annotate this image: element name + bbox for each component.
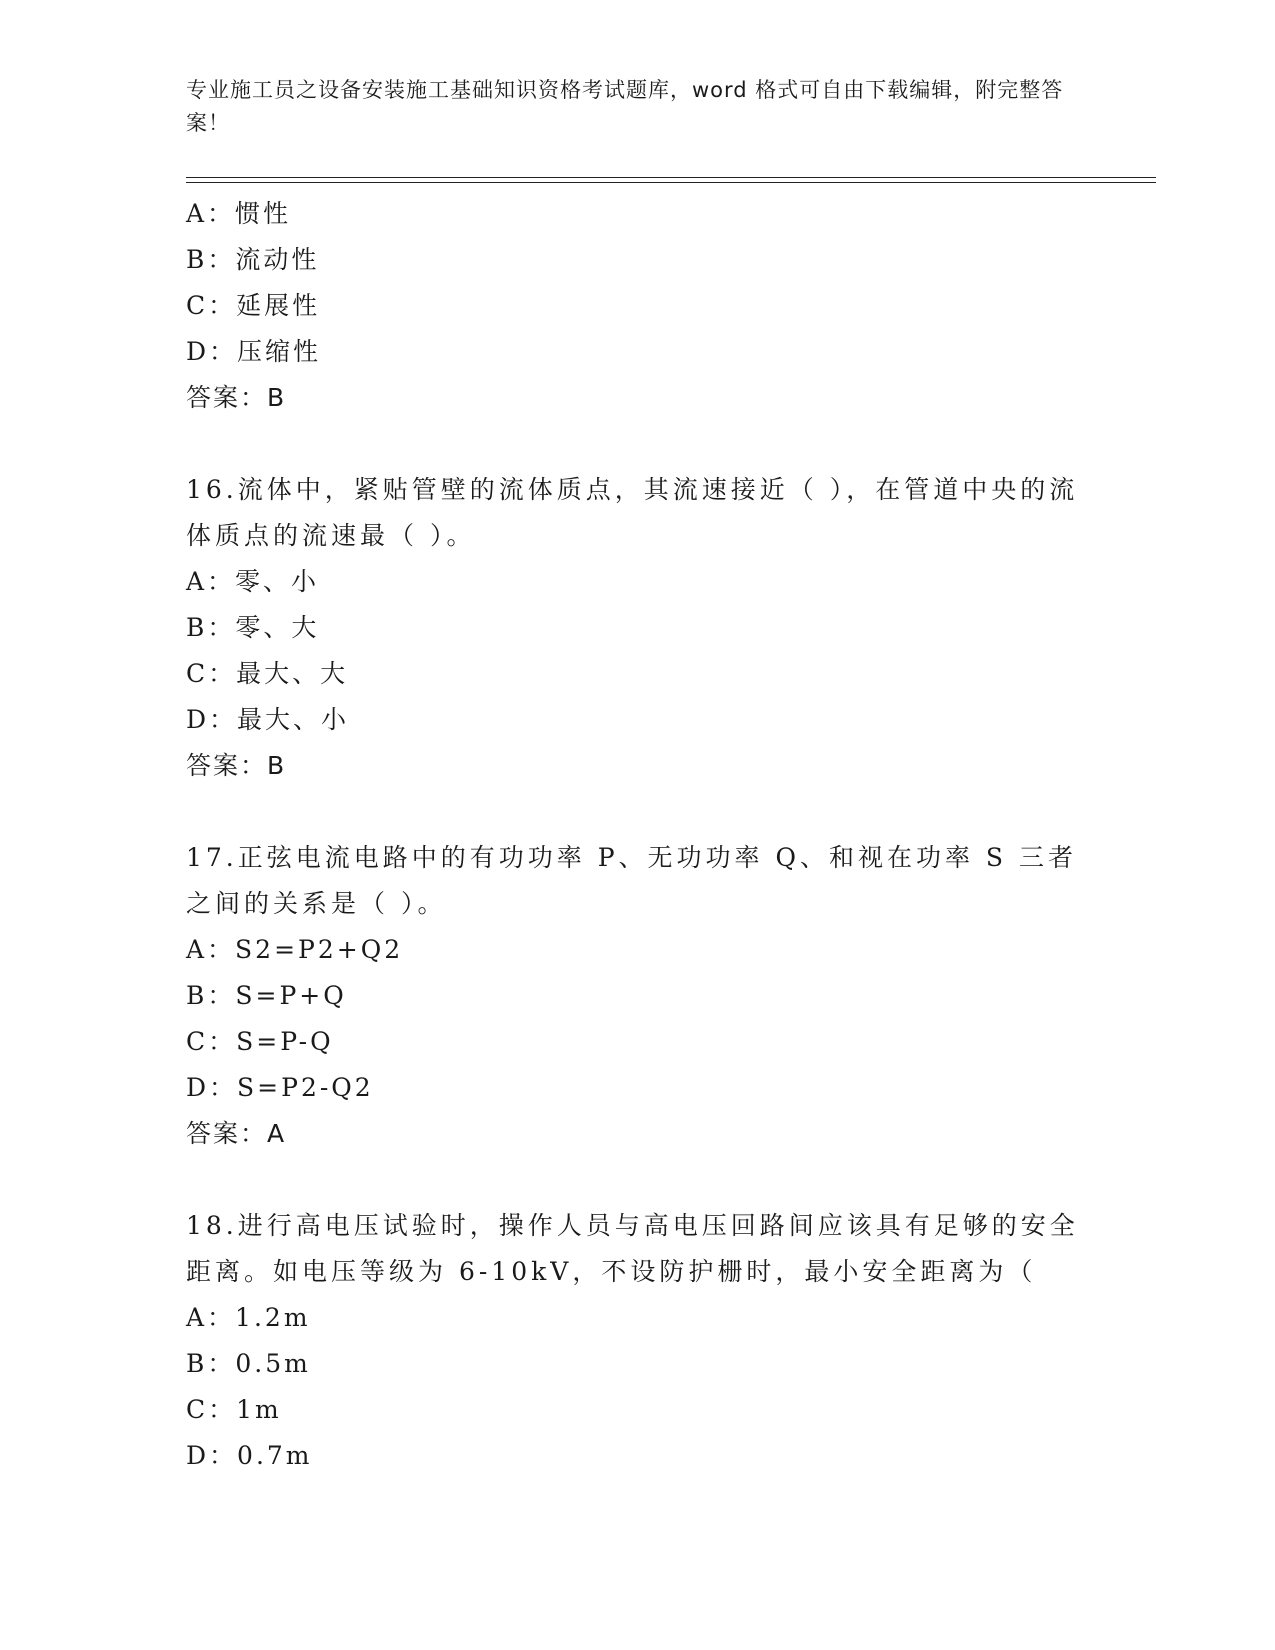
spacer: [186, 789, 1086, 835]
question-15: [186, 191, 1086, 421]
option-b: B：零、大: [186, 613, 320, 642]
question-text: 18.进行高电压试验时，操作人员与高电压回路间应该具有足够的安全距离。如电压等级为 6-10kV，不设防护栅时，最小安全距离为（: [186, 1211, 1079, 1286]
option-c: C：S=P-Q: [186, 1027, 334, 1056]
option-b: B：流动性: [186, 245, 320, 274]
answer: 答案：B: [186, 383, 287, 412]
option-c: C：延展性: [186, 291, 321, 320]
spacer: [186, 1157, 1086, 1203]
option-d: D：S=P2-Q2: [186, 1073, 374, 1102]
option-a: A：惯性: [186, 199, 292, 228]
document-header: 专业施工员之设备安装施工基础知识资格考试题库，word 格式可自由下载编辑，附完整答案！: [186, 78, 1064, 135]
option-a: A：1.2m: [186, 1303, 311, 1332]
answer: 答案：B: [186, 751, 287, 780]
option-c: C：最大、大: [186, 659, 349, 688]
spacer: [186, 421, 1086, 467]
option-c: C：1m: [186, 1395, 282, 1424]
question-text: 17.正弦电流电路中的有功功率 P、无功功率 Q、和视在功率 S 三者之间的关系是（ ）。: [186, 843, 1077, 918]
option-a: A：S2=P2+Q2: [186, 935, 404, 964]
question-16: [186, 467, 1086, 789]
question-text: 16.流体中，紧贴管壁的流体质点，其流速接近（ ），在管道中央的流体质点的流速最（ ）。: [186, 475, 1079, 550]
option-b: B：0.5m: [186, 1349, 311, 1378]
question-17: [186, 835, 1086, 1157]
option-b: B：S=P+Q: [186, 981, 347, 1010]
header-divider-top: [186, 177, 1156, 178]
option-a: A：零、小: [186, 567, 320, 596]
option-d: D：压缩性: [186, 337, 322, 366]
option-d: D：最大、小: [186, 705, 350, 734]
option-d: D：0.7m: [186, 1441, 313, 1470]
question-list: [186, 191, 1086, 1479]
question-18: [186, 1203, 1086, 1479]
answer: 答案：A: [186, 1119, 287, 1148]
header-divider-bottom: [186, 182, 1156, 183]
